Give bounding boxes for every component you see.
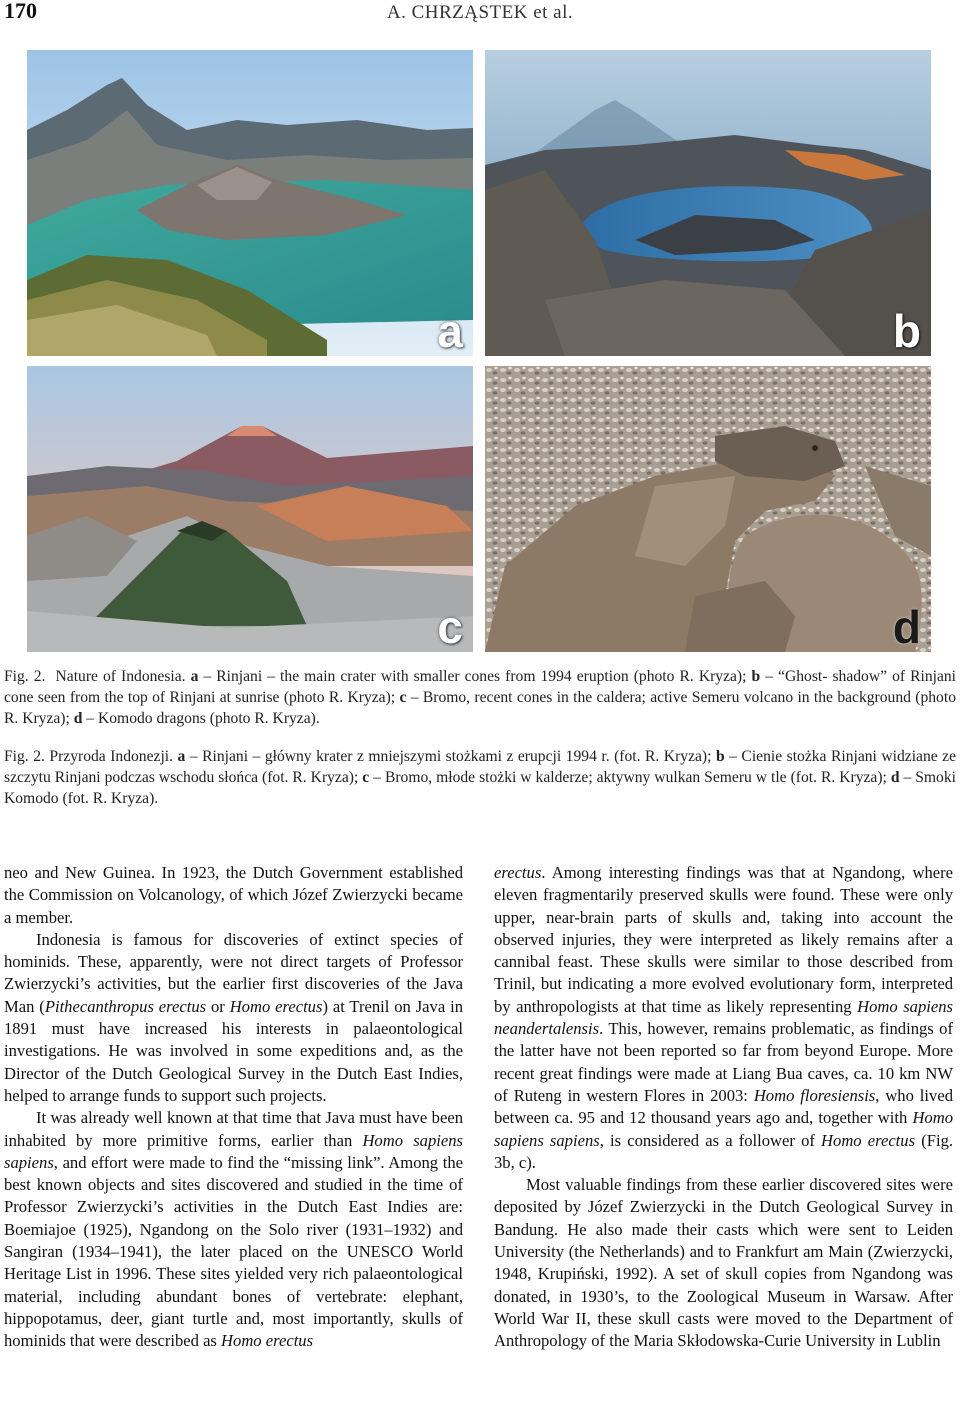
text-run: . Among interesting findings was that at Ngandong, where eleven fragmentarily preserved skulls were found. These were only upper, near-brain parts of skulls and, taking into account the observed injuries, they were interpreted as likely remains after a cannibal feast. These skulls were similar to those described from Trinil, but indicating a more evolved evolutionary form, interpreted by anthropologists at that time as likely representing <box>494 863 953 1016</box>
caption-text-b: – “Ghost- shadow” of Rinjani cone seen from the top of Rinjani at sunrise (photo R. Kryza); <box>4 668 957 706</box>
paragraph <box>4 1107 463 1352</box>
text-run: or <box>206 996 230 1016</box>
text-run: It was already well known at that time that Java must have been inhabited by more primitive forms, earlier than <box>4 1108 463 1150</box>
italic-taxon: Pithecanthropus erectus <box>44 996 207 1016</box>
caption-fig-number: Fig. 2. <box>4 668 46 685</box>
caption-label-b: b <box>751 668 761 685</box>
italic-taxon: Homo erectus <box>229 996 323 1016</box>
text-run: Indonesia is famous for discoveries of extinct species of hominids. These, apparently, were not direct targets of Professor Zwierzycki’s activities, but the earlier first discoveries of the Java Man ( <box>4 929 463 1016</box>
text-run: . This, however, remains problematic, as findings of the latter have not been reported so far from beyond Europe. More recent great findings were made at Liang Bua caves, ca. 10 km NW of Ruteng in western Flores in 2003: <box>494 1019 953 1105</box>
italic-taxon: erectus <box>494 863 542 882</box>
figure-caption-polish <box>4 746 956 809</box>
caption-fig-number: Fig. 2. <box>4 748 45 765</box>
italic-taxon: Homo sapiens neandertalensis <box>494 996 953 1039</box>
caption-text-c: – Bromo, recent cones in the caldera; active Semeru volcano in the background (photo R. Kryza); <box>4 689 956 727</box>
body-column-left <box>4 862 463 1353</box>
komodo-dragons-image <box>485 366 931 652</box>
paragraph <box>4 929 463 1107</box>
italic-taxon: Homo erectus <box>821 1130 916 1150</box>
ghost-shadow-image <box>485 50 931 356</box>
text-run: , is considered as a follower of <box>599 1130 822 1150</box>
caption-text-d: – Komodo dragons (photo R. Kryza). <box>82 710 320 727</box>
panel-label-d: d <box>892 601 921 652</box>
panel-label-a: a <box>437 305 463 356</box>
caption-label-c: c <box>399 689 407 706</box>
photo-b-ghost-shadow <box>485 50 931 356</box>
caption-text: Przyroda Indonezji. <box>49 748 178 765</box>
caption-label-a: a <box>177 748 186 765</box>
text-run: , who lived between ca. 95 and 12 thousand years ago and, together with <box>494 1085 953 1128</box>
body-column-right <box>494 862 953 1353</box>
text-run: ) at Trenil on Java in 1891 must have increased his interests in palaeontological investigations. He was involved in some expeditions and, as the Director of the Dutch Geological Survey in the Dutch East Indies, helped to arrange funds to support such projects. <box>4 996 463 1105</box>
caption-label-d: d <box>73 710 83 727</box>
caption-label-c: c <box>362 769 370 786</box>
photo-a-rinjani-crater <box>27 50 473 356</box>
paragraph <box>494 862 953 1174</box>
figure-caption-english <box>4 666 956 729</box>
text-run: (Fig. 3b, c). <box>494 1130 954 1172</box>
page-number: 170 <box>4 0 37 23</box>
panel-label-b: b <box>892 305 921 356</box>
caption-text-d: – Smoki Komodo (fot. R. Kryza). <box>4 769 956 807</box>
italic-taxon: Homo sapiens sapiens <box>494 1108 953 1150</box>
caption-label-a: a <box>190 668 199 685</box>
caption-text-a: – Rinjani – the main crater with smaller cones from 1994 eruption (photo R. Kryza); <box>198 668 752 685</box>
caption-text-a: – Rinjani – główny krater z mniejszymi stożkami z erupcji 1994 r. (fot. R. Kryza); <box>185 748 716 765</box>
caption-text-b: – Cienie stożka Rinjani widziane ze szczytu Rinjani podczas wschodu słońca (fot. R. Kryza); <box>4 748 957 786</box>
italic-taxon: Homo sapiens sapiens <box>4 1130 463 1172</box>
photo-d-komodo-dragons <box>485 366 931 652</box>
rinjani-crater-image <box>27 50 473 356</box>
paragraph: neo and New Guinea. In 1923, the Dutch Government established the Commission on Volcanology, of which Józef Zwierzycki became a member. <box>4 863 463 927</box>
page-header <box>4 0 956 26</box>
paragraph: Most valuable findings from these earlier discovered sites were deposited by Józef Zwierzycki in the Dutch Geological Survey in Bandung. He also made their casts which were sent to Leiden University (the Netherlands) and to Frankfurt am Main (Zwierzycki, 1948, Krupiński, 1992). A set of skull copies from Ngandong was donated, in 1930’s, to the Zoological Museum in Warsaw. After World War II, these skull casts were moved to the Department of Anthropology of the Maria Skłodowska-Curie University in Lublin <box>494 1175 953 1351</box>
photo-c-bromo-semeru <box>27 366 473 652</box>
caption-text-c: – Bromo, młode stożki w kalderze; aktywny wulkan Semeru w tle (fot. R. Kryza); <box>369 769 891 786</box>
running-head: A. CHRZĄSTEK et al. <box>386 2 574 23</box>
panel-label-c: c <box>437 601 463 652</box>
italic-taxon: Homo erectus <box>221 1331 314 1351</box>
caption-text: Nature of Indonesia. <box>55 668 191 685</box>
caption-label-d: d <box>890 769 900 786</box>
bromo-semeru-image <box>27 366 473 652</box>
italic-taxon: Homo floresiensis <box>753 1085 876 1105</box>
text-run: , and effort were made to find the “missing link”. Among the best known objects and sites discovered and studied in the time of Professor Zwierzycki’s activities in the Dutch East Indies are: Boemiajoe (1925), Ngandong on the Solo river (1931–1932) and Sangiran (1934–1941), the later placed on the UNESCO World Heritage List in 1996. These sites yielded very rich palaeontological material, including abundant bones of vertebrate: elephant, hippopotamus, deer, giant turtle and, most importantly, skulls of hominids that were described as <box>4 1152 463 1351</box>
caption-label-b: b <box>715 748 725 765</box>
